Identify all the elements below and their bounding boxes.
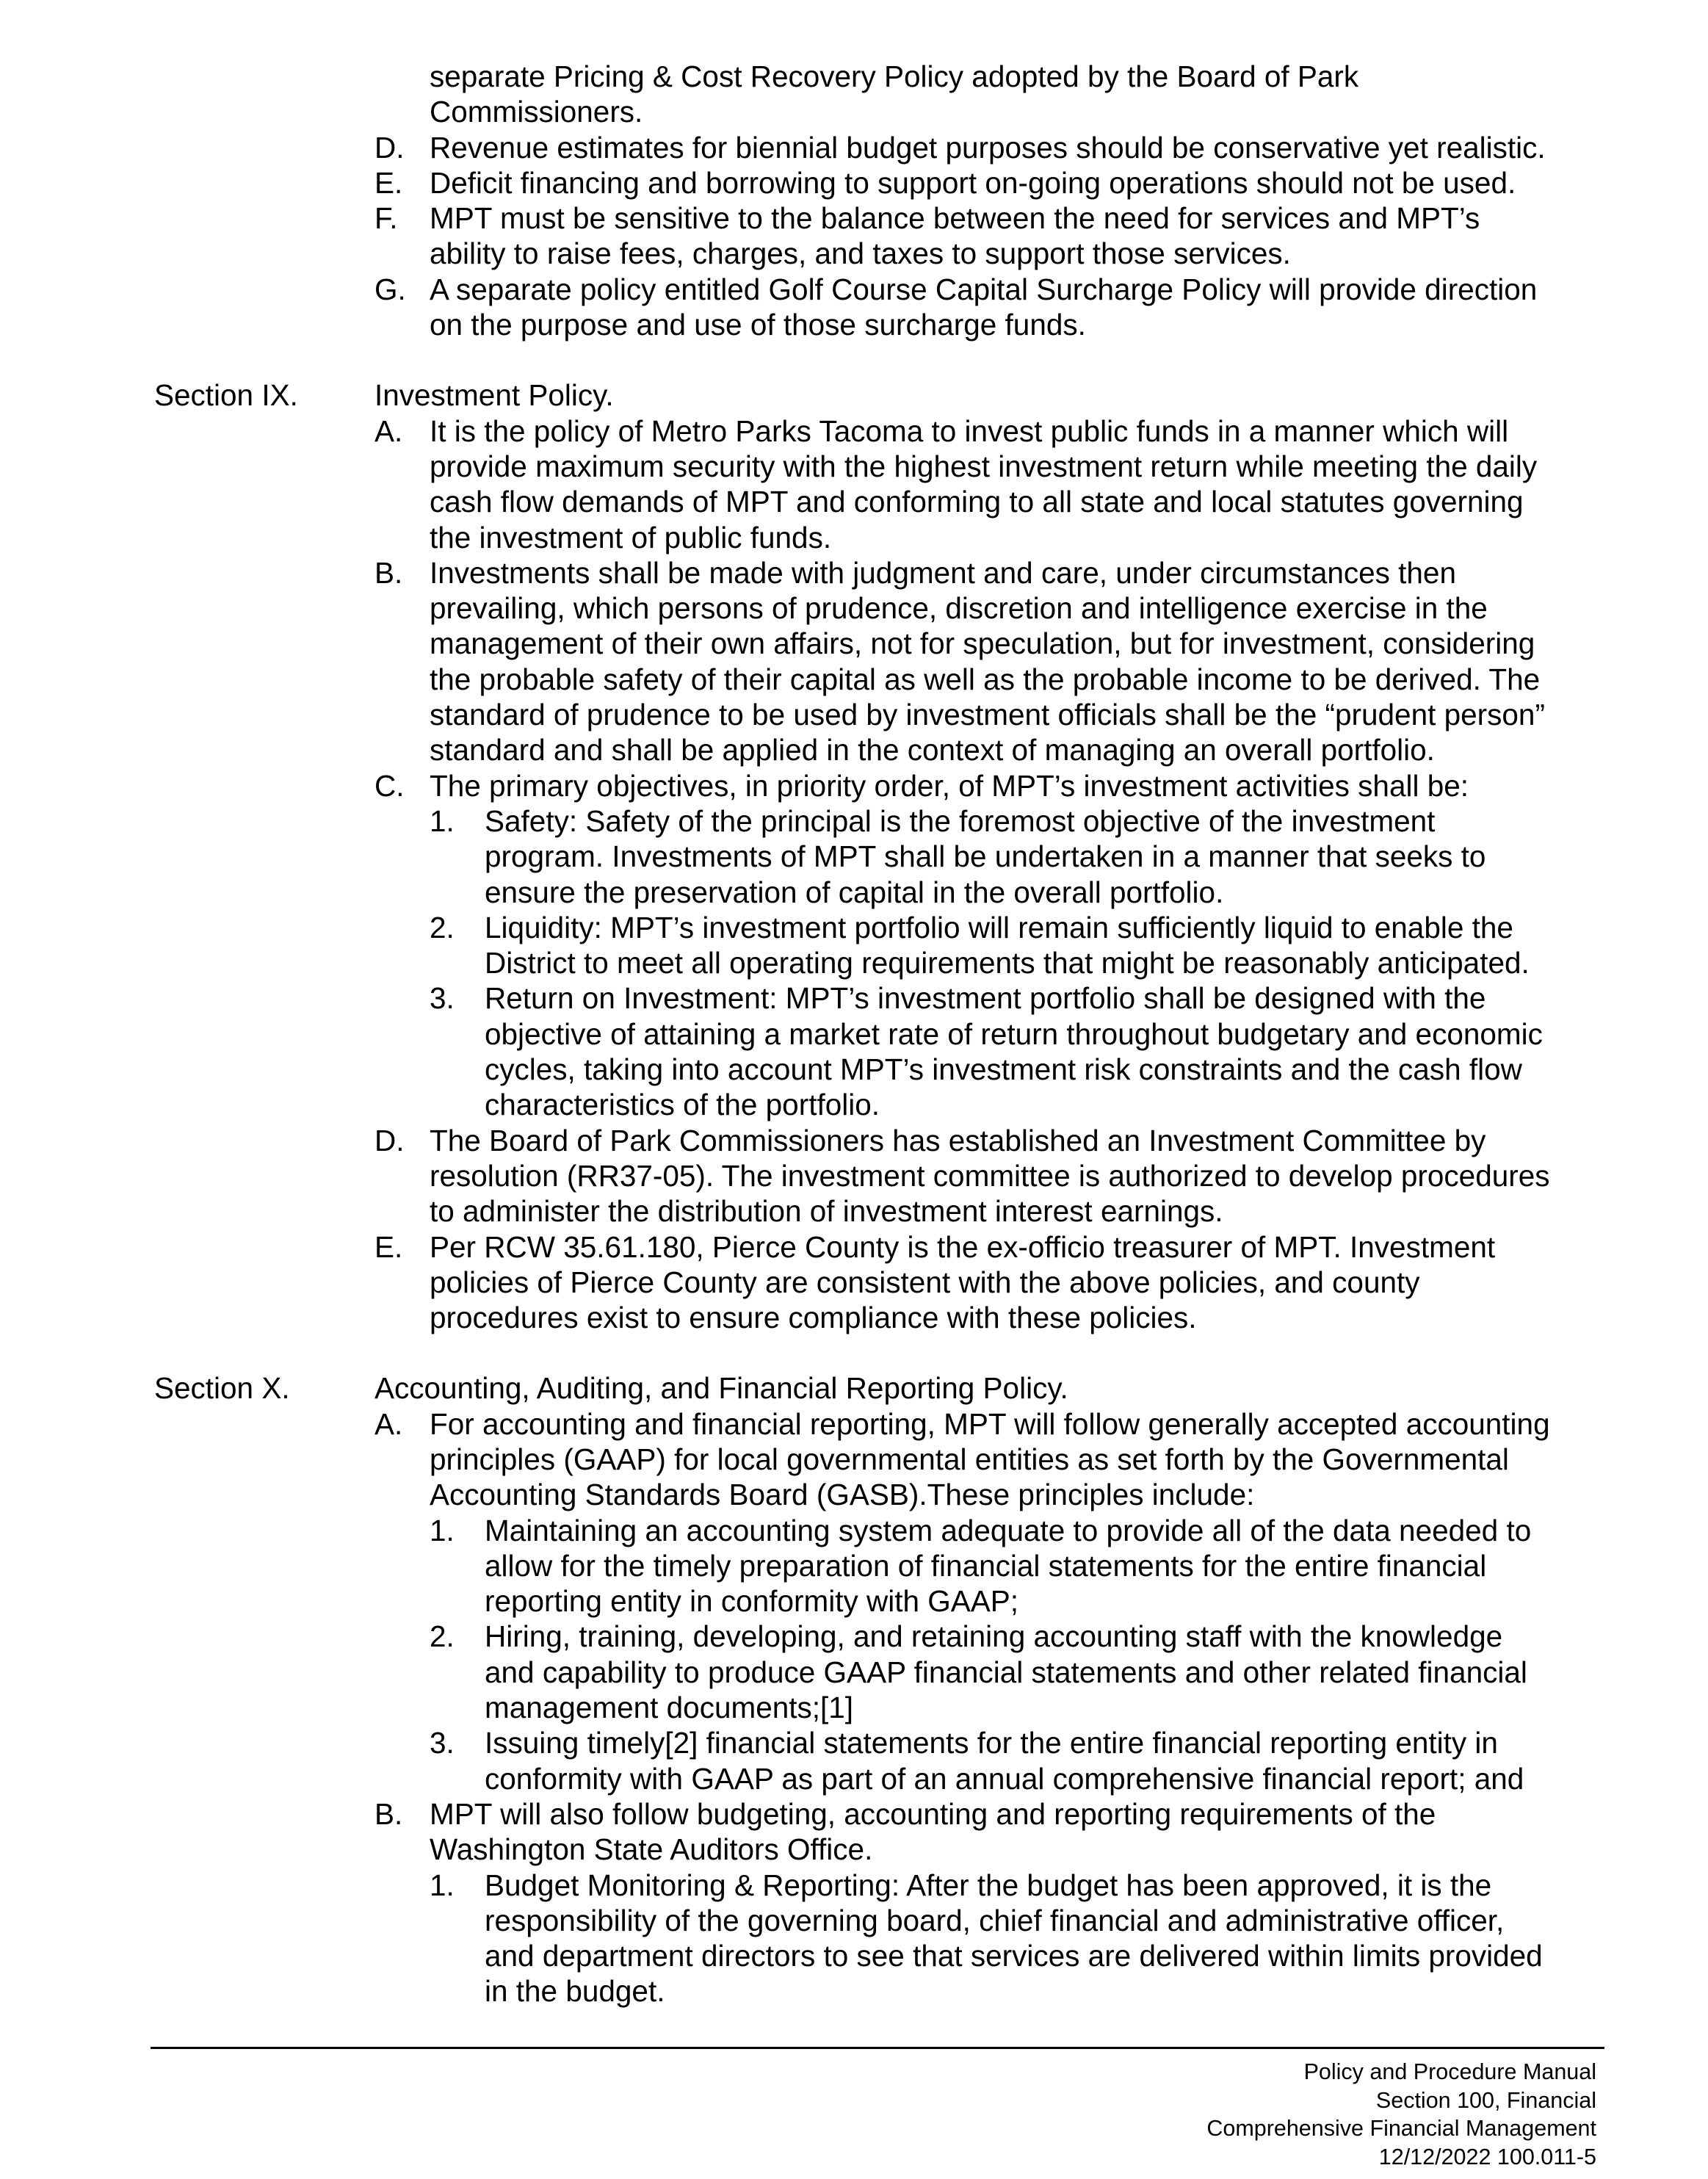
list-item-text: Revenue estimates for biennial budget purposes should be conservative yet realistic. [430, 130, 1546, 165]
list-item-text: Per RCW 35.61.180, Pierce County is the ex-officio treasurer of MPT. Investment policies of Pierce County are consistent with the above policies, and county procedures exist to ensure compliance with these policies. [430, 1229, 1496, 1335]
list-marker: B. [374, 1796, 403, 1831]
list-item [0, 768, 1708, 803]
list-item [0, 555, 1708, 768]
list-item [0, 130, 1708, 165]
list-marker: 2. [430, 910, 455, 944]
footer-date-page: 12/12/2022 100.011-5 [1378, 2144, 1596, 2169]
list-item [0, 413, 1708, 555]
list-item [0, 1796, 1708, 1868]
list-marker: 2. [430, 1619, 455, 1654]
sub-list-item [0, 1513, 1708, 1619]
list-marker: 1. [430, 1868, 455, 1902]
document-body [0, 59, 1708, 2009]
list-marker: A. [374, 1406, 403, 1441]
list-marker: D. [374, 1123, 405, 1157]
list-item [0, 200, 1708, 272]
list-item-text: For accounting and financial reporting, MPT will follow generally accepted accounting principles (GAAP) for local governmental entities as set forth by the Governmental Accounting Standards Board (GASB).These principles include: [430, 1406, 1550, 1512]
list-marker: A. [374, 413, 403, 448]
list-marker: C. [374, 768, 405, 803]
footer-manual-title: Policy and Procedure Manual [1303, 2059, 1596, 2084]
section-ix [0, 377, 1708, 1335]
section-heading: Accounting, Auditing, and Financial Reporting Policy. [374, 1371, 1068, 1406]
list-item-text: The Board of Park Commissioners has established an Investment Committee by resolution (RR37-05). The investment committee is authorized to develop procedures to administer the distribution of investment interest earnings. [430, 1123, 1550, 1229]
list-item [0, 1229, 1708, 1336]
list-marker: 1. [430, 1513, 455, 1547]
list-item-text: Liquidity: MPT’s investment portfolio will remain sufficiently liquid to enable the District to meet all operating requirements that might be reasonably anticipated. [485, 910, 1530, 980]
list-marker: E. [374, 165, 403, 200]
list-marker: D. [374, 130, 405, 165]
sub-list-item [0, 980, 1708, 1122]
footer-policy-name: Comprehensive Financial Management [1206, 2116, 1596, 2141]
list-item [0, 59, 1708, 130]
list-marker: 3. [430, 1726, 455, 1760]
sub-list-item [0, 1725, 1708, 1796]
section-x [0, 1370, 1708, 2009]
list-item-text: MPT will also follow budgeting, accounting and reporting requirements of the Washington State Auditors Office. [430, 1796, 1436, 1867]
list-marker: 3. [430, 981, 455, 1016]
list-item-text: A separate policy entitled Golf Course Capital Surcharge Policy will provide direction on the purpose and use of those surcharge funds. [430, 272, 1538, 342]
section-heading: Investment Policy. [374, 378, 614, 413]
page-footer [1206, 2058, 1596, 2171]
sub-list-item [0, 1868, 1708, 2009]
list-item [0, 272, 1708, 343]
list-marker: 1. [430, 803, 455, 838]
section-label: Section IX. [154, 378, 298, 413]
section-label: Section X. [154, 1371, 290, 1406]
list-item-text: Budget Monitoring & Reporting: After the budget has been approved, it is the responsibility of the governing board, chief financial and administrative officer, and department directors to see that services are delivered within limits provided in the budget. [485, 1868, 1543, 2009]
list-item-text: Safety: Safety of the principal is the foremost objective of the investment program. Investments of MPT shall be undertaken in a manner that seeks to ensure the preservation of capital in the overall portfolio. [485, 803, 1486, 909]
list-item-text: separate Pricing & Cost Recovery Policy adopted by the Board of Park Commissioners. [430, 59, 1359, 129]
list-marker: G. [374, 272, 406, 306]
footer-section: Section 100, Financial [1375, 2087, 1596, 2113]
sub-list-item [0, 910, 1708, 981]
list-marker: F. [374, 201, 398, 236]
list-item-text: Return on Investment: MPT’s investment portfolio shall be designed with the objective of attaining a market rate of return throughout budgetary and economic cycles, taking into account MPT’s investment risk constraints and the cash flow characteristics of the portfolio. [485, 981, 1543, 1122]
intro-list [0, 59, 1708, 342]
list-item-text: Deficit financing and borrowing to support on-going operations should not be used. [430, 165, 1516, 200]
list-marker: E. [374, 1229, 403, 1264]
list-item [0, 1123, 1708, 1229]
list-item-text: Investments shall be made with judgment and care, under circumstances then prevailing, which persons of prudence, discretion and intelligence exercise in the management of their own affairs, not for speculation, but for investment, considering the probable safety of their capital as well as the probable income to be derived. The standard of prudence to be used by investment officials shall be the “prudent person” standard and shall be applied in the context of managing an overall portfolio. [430, 555, 1545, 767]
sub-list-item [0, 1619, 1708, 1725]
list-item-text: MPT must be sensitive to the balance between the need for services and MPT’s ability to raise fees, charges, and taxes to support those services. [430, 201, 1480, 271]
list-item-text: It is the policy of Metro Parks Tacoma to invest public funds in a manner which will provide maximum security with the highest investment return while meeting the daily cash flow demands of MPT and conforming to all state and local statutes governing the investment of public funds. [430, 413, 1538, 554]
list-item [0, 165, 1708, 200]
list-item-text: Hiring, training, developing, and retaining accounting staff with the knowledge and capability to produce GAAP financial statements and other related financial management documents;[1] [485, 1619, 1527, 1725]
sub-list-item [0, 803, 1708, 910]
list-item-text: Maintaining an accounting system adequate to provide all of the data needed to allow for the timely preparation of financial statements for the entire financial reporting entity in conformity with GAAP; [485, 1513, 1532, 1619]
footer-divider [151, 2047, 1604, 2049]
spacer [0, 1335, 1708, 1370]
list-item-text: The primary objectives, in priority order, of MPT’s investment activities shall be: [430, 768, 1469, 803]
spacer [0, 342, 1708, 377]
list-item [0, 1406, 1708, 1513]
list-marker: B. [374, 555, 403, 590]
list-item-text: Issuing timely[2] financial statements for the entire financial reporting entity in conformity with GAAP as part of an annual comprehensive financial report; and [485, 1726, 1524, 1796]
